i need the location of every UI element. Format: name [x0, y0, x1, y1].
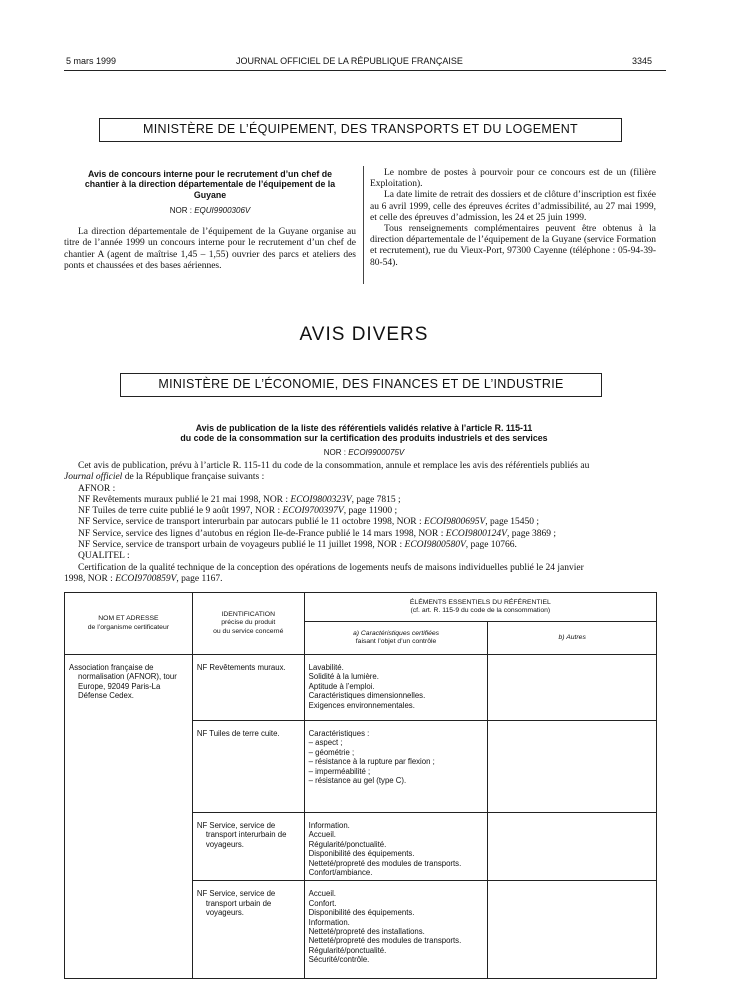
- nor-line: NOR : EQUI9900306V: [169, 206, 251, 216]
- referentiel-item: NF Service, service des lignes d’autobus en région Ile-de-France publié le 14 mars 1998, NOR : ECOI9800124V, page 3869 ;: [78, 528, 557, 539]
- referentiel-item: NF Service, service de transport interurbain par autocars publié le 11 octobre 1998, NOR : ECOI9800695V, page 15450 ;: [78, 517, 540, 528]
- avis-concours-right: [370, 168, 656, 269]
- section-heading-avis-divers: AVIS DIVERS: [299, 324, 429, 345]
- avis-title: Avis de concours interne pour le recrutement d’un chef de chantier à la direction départementale de l’équipement de la Guyane: [84, 169, 336, 200]
- ministry-title: MINISTÈRE DE L’ÉCONOMIE, DES FINANCES ET DE L’INDUSTRIE: [158, 377, 564, 391]
- cell-autres: [488, 881, 657, 979]
- header-journal: JOURNAL OFFICIEL DE LA RÉPUBLIQUE FRANÇAISE: [236, 56, 463, 66]
- table-header-row: [65, 593, 657, 622]
- avis-body-left: [64, 227, 356, 272]
- cell-identification: NF Tuiles de terre cuite.: [192, 721, 304, 813]
- ministry-box-economie: [120, 373, 602, 397]
- cell-caracteristiques: Caractéristiques : – aspect ; – géométrie ; – résistance à la rupture par flexion ; – imperméabilité ; – résistance au gel (type C).: [304, 721, 488, 813]
- referentiel-item: NF Tuiles de terre cuite publié le 9 août 1997, NOR : ECOI9700397V, page 11900 ;: [78, 506, 398, 517]
- organism-label: QUALITEL :: [78, 551, 130, 562]
- column-header-elements: ÉLÉMENTS ESSENTIELS DU RÉFÉRENTIEL (cf. art. R. 115-9 du code de la consommation): [304, 593, 656, 622]
- qualitel-line: 1998, NOR : ECOI9700859V, page 1167.: [64, 573, 223, 584]
- column-header-caracteristiques: a) Caractéristiques certifiées faisant l’objet d’un contrôle: [304, 622, 488, 655]
- nor-line: NOR : ECOI9900075V: [323, 448, 405, 457]
- cell-autres: [488, 721, 657, 813]
- column-header-organisme: NOM ET ADRESSE de l’organisme certificateur: [65, 593, 193, 655]
- avis-publication-body: [64, 461, 664, 585]
- cell-autres: [488, 813, 657, 881]
- paragraph: Le nombre de postes à pourvoir pour ce concours est de un (filière Exploitation).: [370, 168, 656, 190]
- cell-identification: NF Service, service de transport interurbain de voyageurs.: [192, 813, 304, 881]
- intro-line: Journal officiel de la République française suivants :: [64, 472, 265, 483]
- ministry-box-equipement: [99, 118, 622, 142]
- column-divider: [363, 166, 364, 284]
- avis-concours-left: [64, 169, 356, 272]
- cell-identification: NF Service, service de transport urbain de voyageurs.: [192, 881, 304, 979]
- paragraph: Tous renseignements complémentaires peuvent être obtenus à la direction départementale de l’équipement de la Guyane (service Formation et recrutement), rue du Vieux-Port, 97300 Cayenne (téléphone : 05-94-39-80-54).: [370, 224, 656, 268]
- intro-line: Cet avis de publication, prévu à l’article R. 115-11 du code de la consommation, annule et remplace les avis des référentiels publiés au: [78, 461, 590, 471]
- ministry-title: MINISTÈRE DE L’ÉQUIPEMENT, DES TRANSPORTS ET DU LOGEMENT: [143, 122, 578, 136]
- cell-identification: NF Revêtements muraux.: [192, 655, 304, 721]
- cell-autres: [488, 655, 657, 721]
- column-header-identification: IDENTIFICATION précise du produit ou du service concerné: [192, 593, 304, 655]
- paragraph: La date limite de retrait des dossiers et de clôture d’inscription est fixée au 6 avril 1999, celle des épreuves écrites d’admissibilité, au 27 mai 1999, et celle des épreuves d’admission, les 24 et 25 juin 1999.: [370, 190, 656, 223]
- cell-organisme: Association française de normalisation (AFNOR), tour Europe, 92049 Paris-La Défense Cedex.: [65, 655, 193, 979]
- avis-publication-title: Avis de publication de la liste des référentiels validés relative à l’article R. 115-11 du code de la consommation sur la certification des produits industriels et des services: [180, 423, 548, 444]
- table-row: [65, 655, 657, 721]
- cell-caracteristiques: Information. Accueil. Régularité/ponctualité. Disponibilité des équipements. Netteté/propreté des modules de transports. Confort/ambiance.: [304, 813, 488, 881]
- column-header-autres: b) Autres: [488, 622, 657, 655]
- paragraph: La direction départementale de l’équipement de la Guyane organise au titre de l’année 1999 un concours interne pour le recrutement d’un chef de chantier A (agent de maîtrise 1,45 – 1,55) ouvrier des parcs et ateliers des ponts et chaussées et des bases aériennes.: [64, 227, 356, 271]
- nor-code: EQUI9900306V: [194, 206, 251, 216]
- organism-label: AFNOR :: [78, 483, 116, 494]
- nor-code: ECOI9900075V: [348, 448, 405, 457]
- referentiel-item: NF Service, service de transport urbain de voyageurs publié le 11 juillet 1998, NOR : ECOI9800580V, page 10766.: [78, 540, 517, 551]
- header-date: 5 mars 1999: [66, 56, 117, 66]
- header-rule: [64, 70, 666, 71]
- cell-caracteristiques: Lavabilité. Solidité à la lumière. Aptitude à l’emploi. Caractéristiques dimensionnelles. Exigences environnementales.: [304, 655, 488, 721]
- header-page-number: 3345: [632, 56, 653, 66]
- referentiels-table: [64, 592, 657, 979]
- referentiel-item: NF Revêtements muraux publié le 21 mai 1998, NOR : ECOI9800323V, page 7815 ;: [78, 494, 401, 505]
- cell-caracteristiques: Accueil. Confort. Disponibilité des équipements. Information. Netteté/propreté des installations. Netteté/propreté des modules de transports. Régularité/ponctualité. Sécurité/contrôle.: [304, 881, 488, 979]
- qualitel-line: Certification de la qualité technique de la conception des opérations de logements neufs de maisons individuelles publié le 24 janvier: [78, 562, 584, 573]
